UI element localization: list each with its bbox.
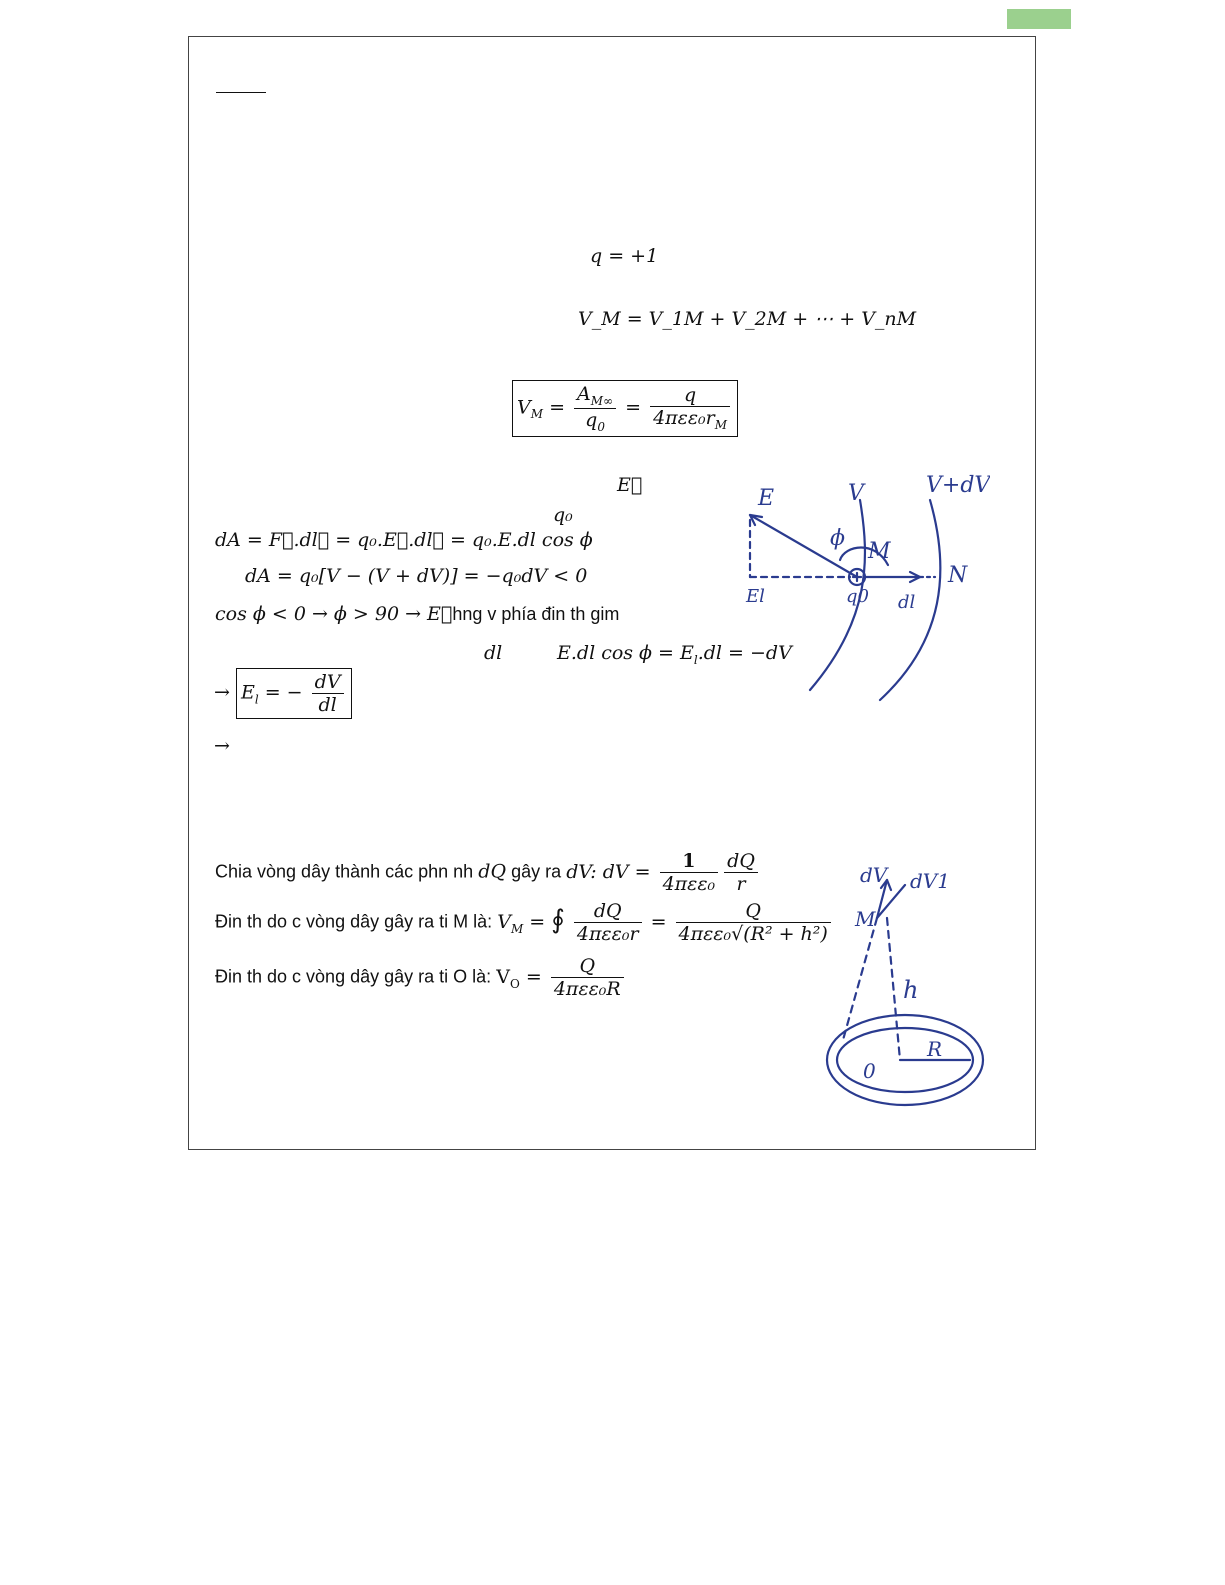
test-charge-subscript: 0 — [597, 419, 605, 434]
ring-line-1-num: 1 — [660, 850, 719, 873]
formula-potential-point-charge: $V_M$ = $\frac{A_{M\infty}}{q_0}$ = $\frac{q}{4\pi\varepsilon\varepsilon_0r_M}$ — [512, 380, 738, 437]
ring-line-1-dv: dV — [566, 860, 591, 883]
line-to-left-edge — [843, 918, 877, 1040]
ring-line-1-den2: r — [736, 873, 746, 895]
projection-subscript: l — [693, 652, 698, 667]
ring-line-2-den2: 4πεε₀√(R² + h²) — [678, 923, 828, 945]
sketch-label-v: V — [848, 481, 864, 506]
ring-line-1-frac2 — [724, 850, 758, 895]
test-charge-label: q₀ — [553, 504, 573, 526]
formula-work-definition: dA = F⃗.dl⃗ = q₀.E⃗.dl⃗ = q₀.E.dl cos ϕ — [215, 529, 593, 551]
ring-line-1-mid: gây ra — [511, 861, 562, 882]
fraction-coulomb — [650, 384, 730, 432]
el-symbol: E — [240, 681, 255, 704]
sketch2-label-r: R — [927, 1037, 943, 1061]
formula-work-potential: dA = q₀[V − (V + dV)] = −q₀dV < 0 — [245, 565, 588, 587]
fraction-work — [574, 383, 616, 434]
sketch-label-phi: ϕ — [830, 526, 845, 551]
work-symbol: A — [577, 383, 591, 405]
coulomb-denominator: 4πεε₀r — [653, 407, 715, 430]
ring-line-2-text: Đin th do c vòng dây gây ra ti M là: — [215, 911, 493, 932]
header-tab — [1007, 9, 1071, 29]
sketch2-label-dv1: dV1 — [910, 869, 950, 893]
implies-arrow: → — [214, 681, 230, 704]
ring-line-1-num2: dQ — [724, 850, 758, 873]
sketch2-label-m: M — [855, 907, 876, 931]
ring-line-3-frac — [551, 955, 624, 1000]
ring-line-1: Chia vòng dây thành các phn nh dQ gây ra dV: dV = $\frac{1}{\text{4πεε₀}}$ $\frac{dQ}{r}$ — [215, 850, 761, 895]
projection-main: E.dl cos ϕ = E — [557, 642, 694, 664]
ring-line-1-den: 4πεε₀ — [662, 873, 716, 895]
implies-arrow-2: → — [214, 735, 230, 757]
vm-symbol: V — [517, 396, 531, 419]
ring-line-2: Đin th do c vòng dây gây ra ti M là: $V_M$ = ∮ $\frac{dQ}{\text{4πεε₀r}}$ = $\frac{Q}{\text{4πεε₀√(R² + h²)}}$ — [215, 900, 834, 945]
ring-sketch — [815, 850, 985, 1120]
sketch-label-dl: dl — [898, 592, 916, 613]
ring-line-3-num: Q — [551, 955, 624, 978]
cos-condition-math: cos ϕ < 0 → ϕ > 90 → E⃗ — [215, 603, 453, 625]
gradient-numerator: dV — [312, 671, 344, 694]
ring-line-3-text: Đin th do c vòng dây gây ra ti O là: — [215, 966, 492, 987]
sketch-label-e: E — [758, 486, 775, 511]
electric-field-vector: E⃗ — [617, 474, 643, 496]
ring-line-2-frac2 — [676, 900, 831, 945]
ring-line-1-frac1 — [660, 850, 719, 895]
vm-subscript: M — [530, 407, 544, 422]
ring-line-3-den: 4πεε₀R — [553, 978, 621, 1000]
gradient-denominator: dl — [318, 694, 337, 716]
el-subscript: l — [254, 692, 259, 707]
field-sketch — [730, 460, 990, 710]
ring-line-1-dv-2: dV — [602, 860, 629, 883]
sketch-label-el: El — [746, 586, 765, 607]
formula-field-gradient: → $E_l$ = − $\frac{dV}{dl}$ — [214, 668, 352, 719]
projection-tail: .dl = −dV — [697, 642, 792, 664]
ring-line-2-num2: Q — [676, 900, 831, 923]
height-line — [887, 918, 900, 1060]
ring-line-3-vo: V — [496, 965, 510, 988]
charge-symbol: q — [650, 384, 730, 407]
sketch-label-n: N — [948, 563, 968, 588]
ring-line-3: Đin th do c vòng dây gây ra ti O là: $V_O$ = $\frac{Q}{\text{4πεε₀R}}$ — [215, 955, 627, 1000]
cos-condition-line — [215, 603, 619, 625]
ring-line-2-frac1 — [574, 900, 642, 945]
ring-line-2-den: 4πεε₀r — [576, 923, 639, 945]
formula-superposition: V_M = V_1M + V_2M + ⋯ + V_nM — [578, 308, 917, 330]
ring-line-2-vm: V — [497, 910, 511, 933]
fraction-gradient — [312, 671, 344, 716]
sketch2-label-h: h — [903, 976, 919, 1004]
formula-test-charge: q = +1 — [590, 245, 659, 267]
distance-subscript: M — [714, 418, 728, 433]
ring-line-1-text: Chia vòng dây thành các phn nh — [215, 861, 474, 882]
work-subscript: M∞ — [590, 393, 614, 408]
sketch-label-q0: q0 — [846, 586, 869, 607]
ring-line-2-vm-sub: M — [510, 921, 524, 936]
sketch2-label-dv: dV — [860, 863, 888, 887]
ring-line-1-dq: dQ — [478, 860, 507, 883]
heading-underline — [216, 92, 266, 93]
ring-line-3-vo-sub: O — [509, 976, 520, 991]
dl-label: dl — [484, 642, 503, 664]
sketch-label-vdv: V+dV — [926, 473, 990, 498]
cos-condition-text: hng v phía đin th gim — [452, 604, 620, 624]
test-charge-symbol: q — [585, 408, 598, 431]
sketch2-label-o: 0 — [863, 1059, 876, 1083]
ring-line-2-num: dQ — [574, 900, 642, 923]
sketch-label-m: M — [868, 539, 891, 564]
